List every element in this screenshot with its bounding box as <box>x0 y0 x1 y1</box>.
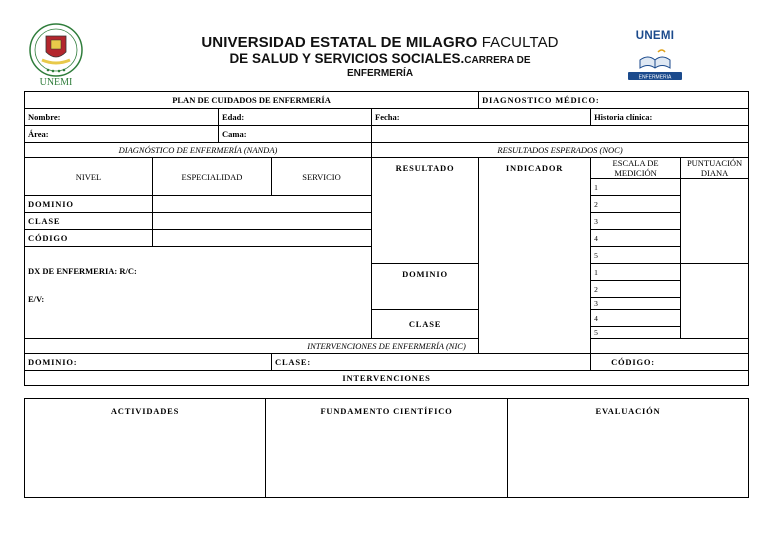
title-facultad: FACULTAD <box>477 34 559 51</box>
puntuacion-cell-2[interactable] <box>681 264 749 339</box>
scale-4a[interactable]: 4 <box>591 230 681 247</box>
scale-2a[interactable]: 2 <box>591 196 681 213</box>
codigo-value[interactable] <box>153 230 372 247</box>
document-header <box>0 0 768 92</box>
fecha-field[interactable]: Fecha: <box>372 109 591 126</box>
dx-enfermeria-cell[interactable] <box>25 247 372 339</box>
scale-1b[interactable]: 1 <box>591 264 681 281</box>
logo-text: UNEMI <box>635 30 675 42</box>
resultado-dominio-label: DOMINIO <box>372 264 479 310</box>
resultado-clase-label: CLASE <box>372 310 479 339</box>
nivel-header: NIVEL <box>25 158 153 196</box>
ev-label: E/V: <box>28 294 45 304</box>
nombre-field[interactable]: Nombre: <box>25 109 219 126</box>
seal-label: UNEMI <box>39 77 73 88</box>
plan-title: PLAN DE CUIDADOS DE ENFERMERÍA <box>25 92 479 109</box>
nic-header: INTERVENCIONES DE ENFERMERÍA (NIC) <box>25 339 749 354</box>
edad-field[interactable]: Edad: <box>219 109 372 126</box>
document-title <box>190 35 570 80</box>
book-lamp-icon <box>622 30 688 86</box>
care-plan-table <box>24 91 749 386</box>
fundamento-cientifico-cell[interactable]: FUNDAMENTO CIENTÍFICO <box>266 399 508 498</box>
scale-2b[interactable]: 2 <box>591 281 681 298</box>
area-row-empty <box>372 126 749 143</box>
nic-dominio-field[interactable]: DOMINIO: <box>25 354 272 371</box>
noc-header: RESULTADOS ESPERADOS (NOC) <box>372 143 749 158</box>
dominio-value[interactable] <box>153 196 372 213</box>
servicio-header: SERVICIO <box>272 158 372 196</box>
diagnostico-medico-field[interactable]: DIAGNOSTICO MÉDICO: <box>479 92 749 109</box>
scale-3a[interactable]: 3 <box>591 213 681 230</box>
activities-table <box>24 398 749 498</box>
unemi-enfermeria-logo <box>622 30 688 86</box>
dx-label: DX DE ENFERMERIA: R/C: <box>28 266 137 276</box>
cama-field[interactable]: Cama: <box>219 126 372 143</box>
historia-clinica-field[interactable]: Historia clínica: <box>591 109 749 126</box>
scale-1a[interactable]: 1 <box>591 179 681 196</box>
clase-label: CLASE <box>25 213 153 230</box>
nic-clase-field[interactable]: CLASE: <box>272 354 591 371</box>
university-seal-icon <box>24 22 88 88</box>
scale-5a[interactable]: 5 <box>591 247 681 264</box>
nic-codigo-field[interactable]: CÓDIGO: <box>591 354 749 371</box>
indicador-header: INDICADOR <box>479 158 591 354</box>
especialidad-header: ESPECIALIDAD <box>153 158 272 196</box>
title-carrera: CARRERA DE <box>464 55 531 66</box>
scale-3b[interactable]: 3 <box>591 298 681 310</box>
scale-4b[interactable]: 4 <box>591 310 681 327</box>
nanda-header: DIAGNÓSTICO DE ENFERMERÍA (NANDA) <box>25 143 372 158</box>
resultado-header: RESULTADO <box>372 158 479 264</box>
escala-header: ESCALA DE MEDICIÓN <box>591 158 681 179</box>
title-university: UNIVERSIDAD ESTATAL DE MILAGRO <box>201 34 478 51</box>
evaluacion-cell[interactable]: EVALUACIÓN <box>508 399 749 498</box>
dominio-label: DOMINIO <box>25 196 153 213</box>
puntuacion-cell-1[interactable] <box>681 179 749 264</box>
actividades-cell[interactable]: ACTIVIDADES <box>25 399 266 498</box>
logo-banner-text: ENFERMERIA <box>638 74 672 81</box>
title-faculty-name: DE SALUD Y SERVICIOS SOCIALES. <box>229 51 465 66</box>
intervenciones-header: INTERVENCIONES <box>25 371 749 386</box>
area-field[interactable]: Área: <box>25 126 219 143</box>
scale-5b[interactable]: 5 <box>591 327 681 339</box>
puntuacion-header: PUNTUACIÓN DIANA <box>681 158 749 179</box>
title-enfermeria: ENFERMERÍA <box>346 68 414 79</box>
clase-value[interactable] <box>153 213 372 230</box>
codigo-label: CÓDIGO <box>25 230 153 247</box>
